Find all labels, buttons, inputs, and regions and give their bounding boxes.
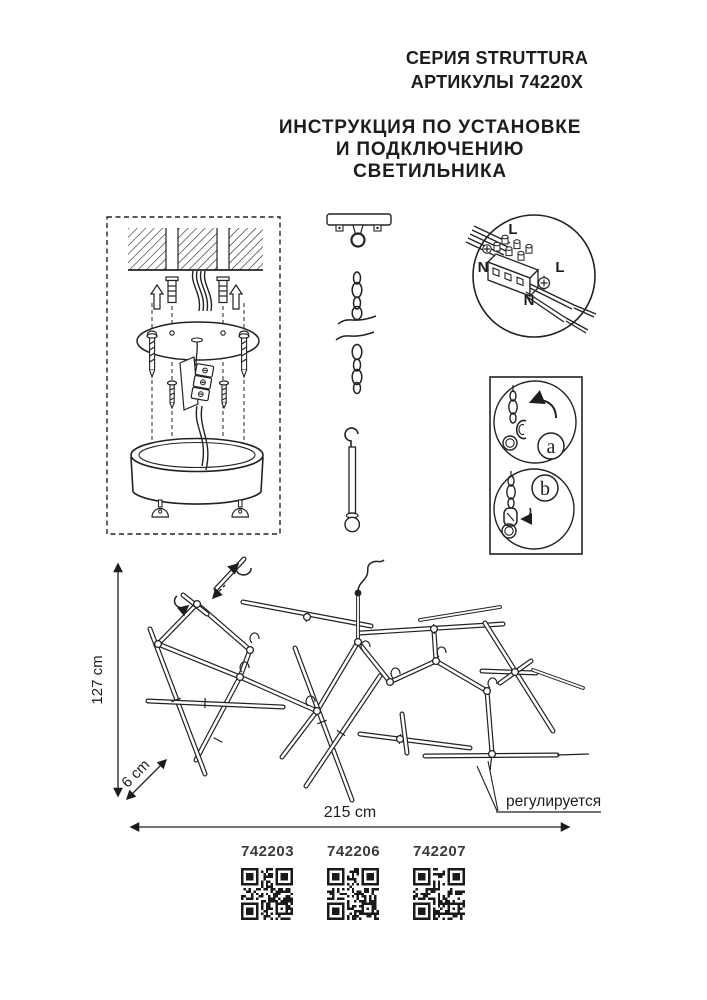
hanging-steps-panel — [490, 377, 582, 554]
qr-label: 742207 — [413, 843, 467, 860]
ceiling-hatched — [128, 228, 263, 270]
mounting-plate — [137, 322, 259, 360]
mounting-exploded-diagram — [107, 217, 280, 534]
depth-dim-label: 6 cm — [118, 756, 154, 792]
cap-nut — [232, 500, 248, 517]
step-a-label: a — [546, 436, 556, 458]
qr-code-image — [241, 868, 293, 920]
qr-code-image — [413, 868, 465, 920]
qr-item — [241, 843, 293, 920]
steps-frame — [490, 377, 582, 554]
suspension-parts-diagram — [327, 214, 391, 532]
width-dim-label: 215 cm — [323, 804, 377, 821]
insert-arrow-icon — [522, 508, 531, 519]
rotate-arrow-icon — [531, 400, 556, 418]
screw-rotation-detail — [175, 564, 251, 608]
chandelier-assembly-diagram — [148, 559, 601, 812]
suspension-chain — [336, 272, 376, 394]
qr-item — [413, 843, 465, 920]
qr-label: 742203 — [241, 843, 295, 860]
height-dim-label: 127 cm — [89, 655, 106, 705]
open-hook-icon — [517, 421, 526, 439]
ground-screw-icon — [483, 245, 491, 253]
articles-title: АРТИКУЛЫ 74220X — [410, 72, 584, 92]
series-title: СЕРИЯ STRUTTURA — [405, 48, 589, 68]
label-line-wire: L — [555, 259, 565, 276]
canopy-screw — [220, 381, 229, 408]
step-a-circle — [494, 381, 576, 463]
ceiling-bar — [327, 214, 391, 247]
terminal-block-3d — [488, 235, 538, 296]
qr-code-image — [327, 868, 379, 920]
qr-code-section — [241, 843, 465, 920]
step-b-label: b — [540, 478, 550, 500]
adjustable-label: регулируется — [506, 793, 602, 810]
suspension-rod — [345, 428, 359, 532]
qr-label: 742206 — [327, 843, 381, 860]
instruction-line-2: И ПОДКЛЮЧЕНИЮ СВЕТИЛЬНИКА — [335, 139, 525, 182]
arrow-up-icon — [151, 285, 163, 309]
qr-item — [327, 843, 379, 920]
arrow-up-icon — [230, 285, 242, 309]
label-neutral-block: N — [477, 259, 489, 276]
canopy-screw — [168, 381, 177, 408]
mains-wires — [193, 271, 212, 311]
step-b-circle — [494, 469, 574, 549]
label-line-block: L — [508, 221, 518, 238]
wiring-detail-circle — [466, 215, 596, 337]
label-neutral-wire: N — [523, 292, 535, 309]
power-cord — [355, 560, 384, 596]
canopy-drum — [131, 406, 263, 504]
instruction-line-1: ИНСТРУКЦИЯ ПО УСТАНОВКЕ — [278, 117, 582, 138]
wall-anchor-right — [217, 277, 229, 303]
wall-anchor-left — [166, 277, 178, 303]
